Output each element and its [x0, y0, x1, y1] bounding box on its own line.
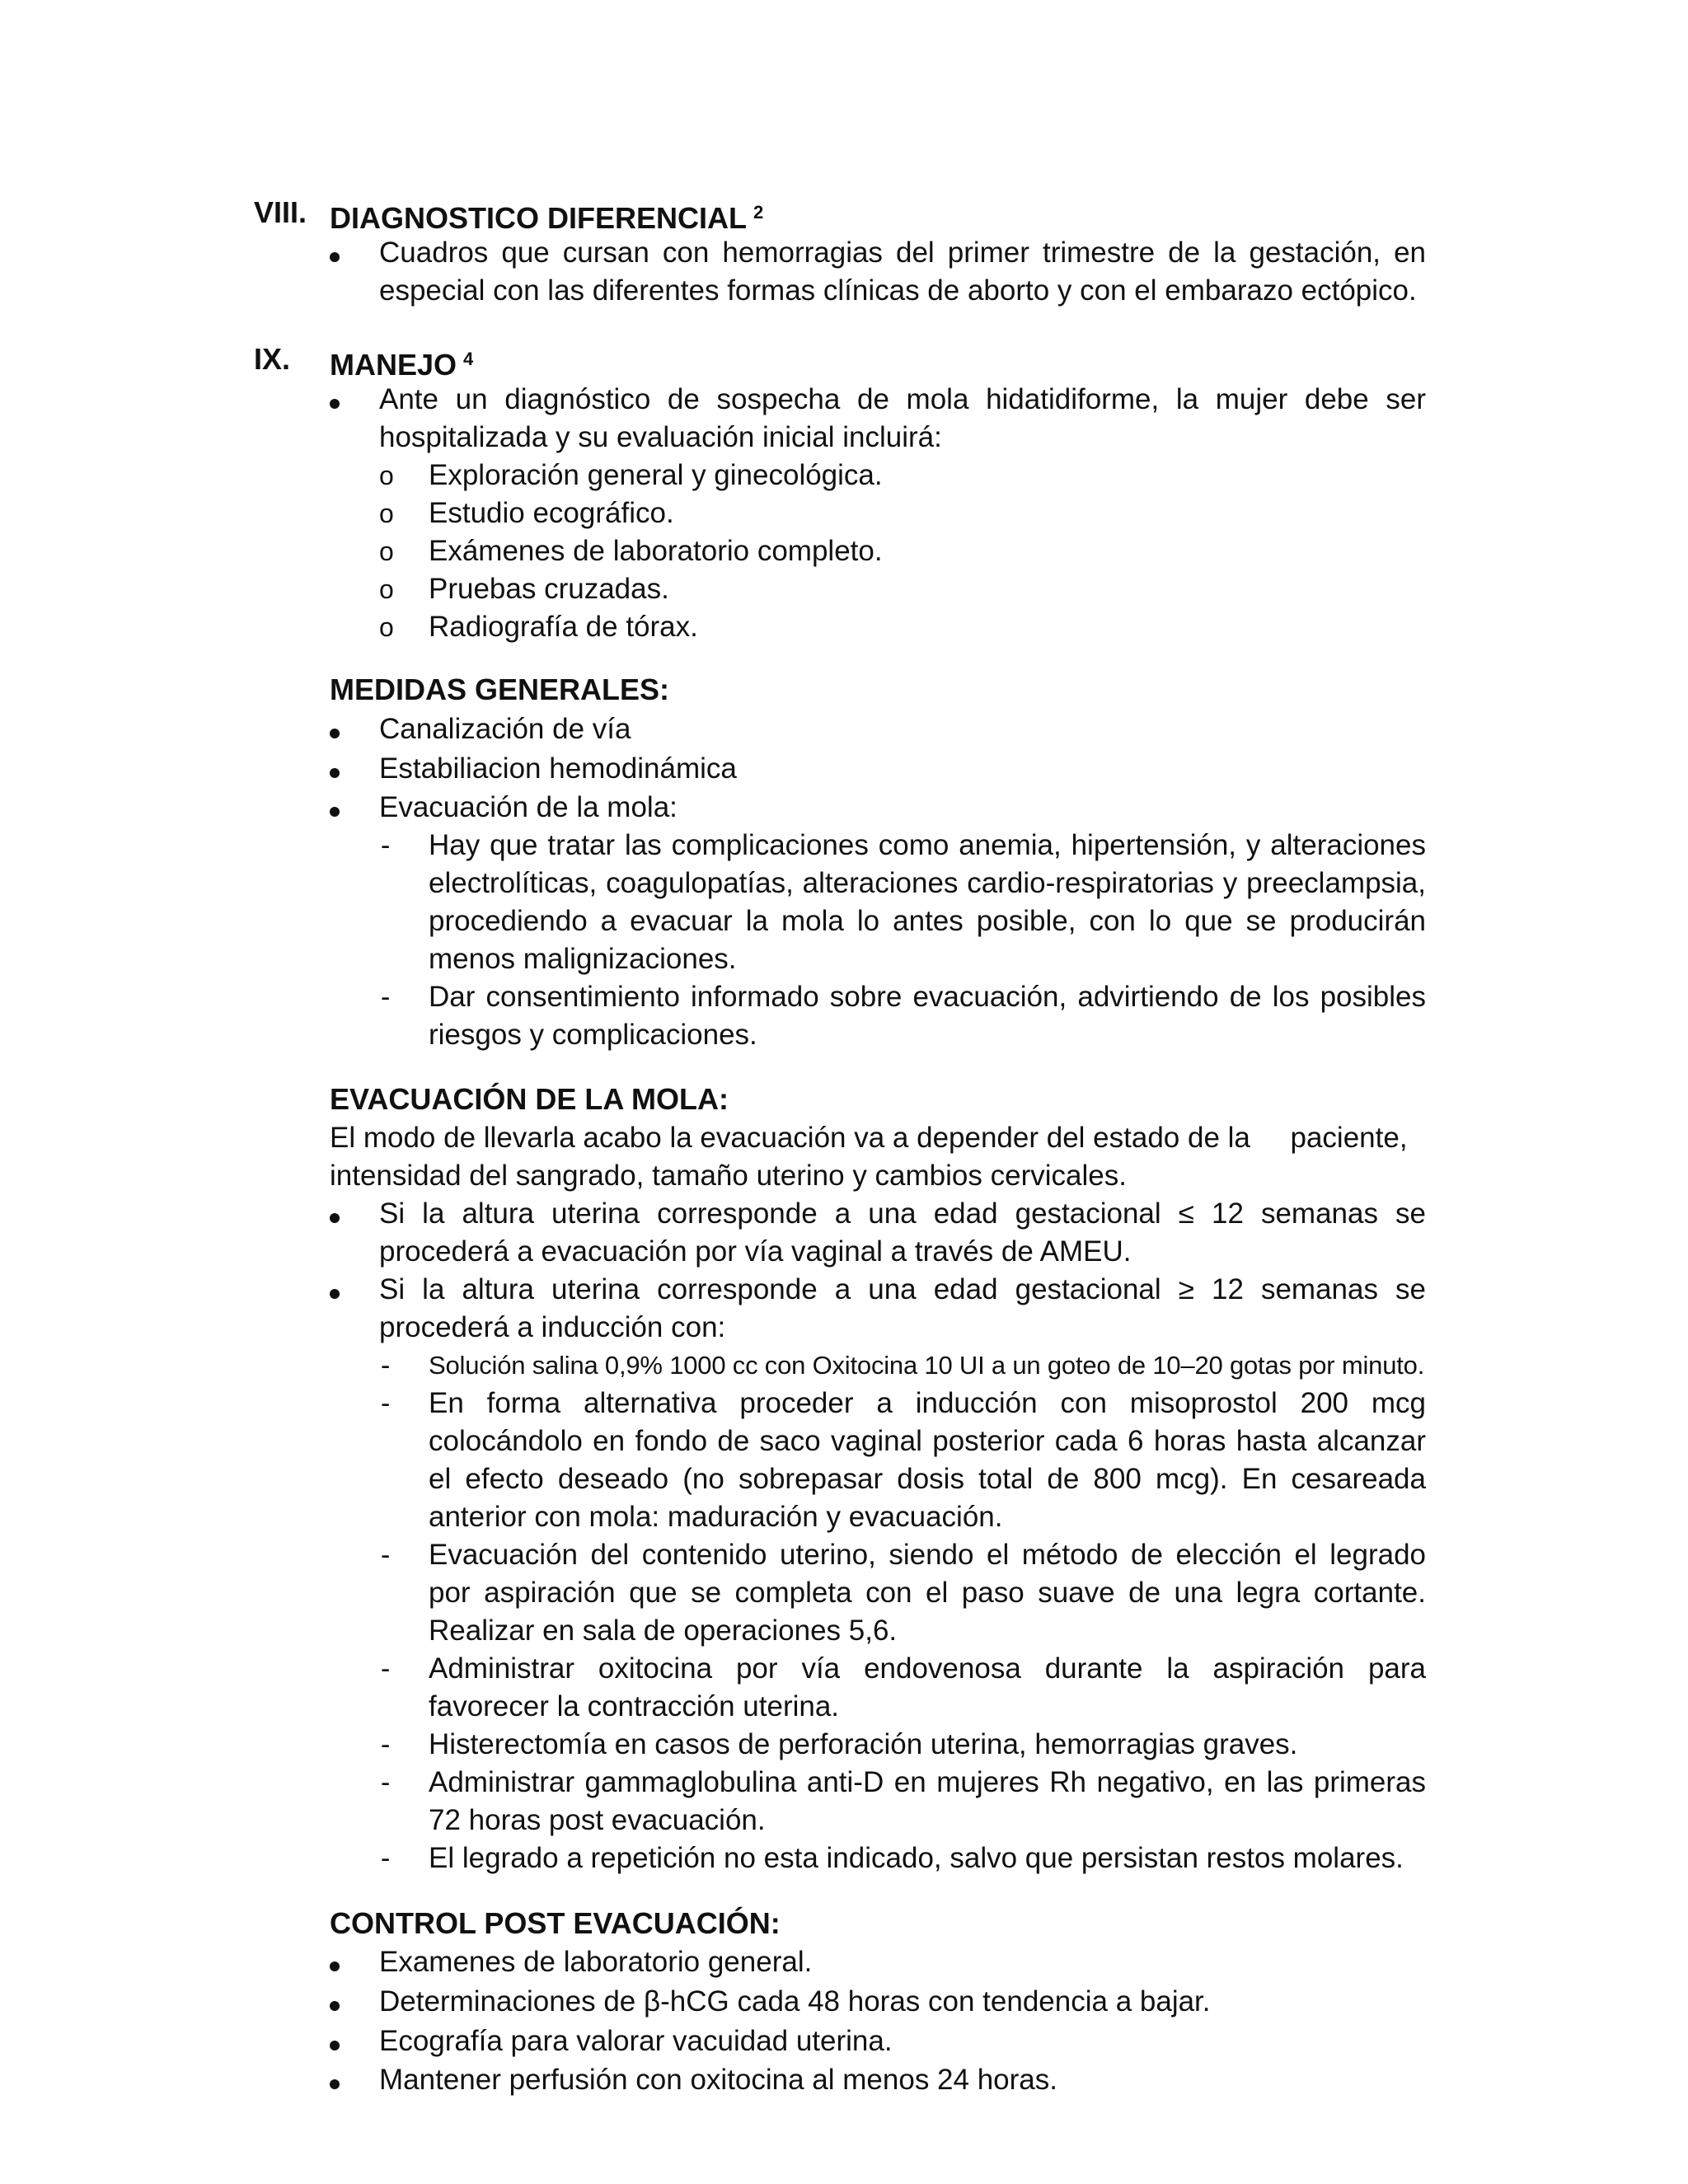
dash-bullet-icon: -: [381, 1540, 391, 1571]
circle-bullet-icon: o: [379, 574, 394, 604]
evacuacion-subitem: El legrado a repetición no esta indicado, salvo que persistan restos molares.: [429, 1842, 1404, 1874]
bullet-icon: [330, 1271, 340, 1309]
bullet-icon: [330, 1195, 340, 1233]
list-item: [330, 1943, 1426, 1981]
bullet-icon: [330, 750, 340, 788]
evacuacion-subitem: Evacuación del contenido uterino, siendo el método de elección el legrado por aspiración que se completa con el paso suave de una legra cortante. Realizar en sala de operaciones 5,6.: [429, 1539, 1426, 1647]
evacuacion-subitem: En forma alternativa proceder a inducción con misoprostol 200 mcg colocándolo en fondo de saco vaginal posterior cada 6 horas hasta alcanzar el efecto deseado (no sobrepasar dosis total de 800 mcg). En cesareada anterior con mola: maduración y evacuación.: [429, 1387, 1426, 1533]
list-item: [379, 570, 1426, 608]
bullet-icon: [330, 789, 340, 827]
list-item: [379, 1385, 1426, 1536]
control-item: Determinaciones de β-hCG cada 48 horas con tendencia a bajar.: [379, 1985, 1211, 2018]
list-item: [330, 789, 1426, 827]
section-ix-ref: 4: [463, 349, 474, 369]
evaluacion-item: Exámenes de laboratorio completo.: [429, 535, 883, 567]
list-item: [330, 234, 1426, 310]
bullet-icon: [330, 2022, 340, 2060]
list-item: [330, 381, 1426, 457]
list-item: [330, 2061, 1426, 2099]
dash-bullet-icon: -: [381, 1767, 391, 1798]
list-item: [379, 1726, 1426, 1764]
medidas-item: Estabiliacion hemodinámica: [379, 752, 737, 785]
circle-bullet-icon: o: [379, 499, 394, 528]
section-viii-heading: [0, 194, 1688, 235]
control-heading: CONTROL POST EVACUACIÓN:: [330, 1906, 781, 1940]
list-item: [379, 457, 1426, 494]
list-item: [379, 494, 1426, 532]
circle-bullet-icon: o: [379, 461, 394, 490]
section-ix-number: IX.: [254, 342, 291, 376]
list-item: [330, 750, 1426, 788]
list-item: [379, 1347, 1426, 1385]
evacuacion-bullet: Si la altura uterina corresponde a una edad gestacional ≤ 12 semanas se procederá a evacuación por vía vaginal a través de AMEU.: [379, 1197, 1426, 1268]
circle-bullet-icon: o: [379, 537, 394, 566]
evacuacion-subitem: Solución salina 0,9% 1000 cc con Oxitocina 10 UI a un goteo de 10–20 gotas por minuto.: [429, 1351, 1425, 1380]
dash-bullet-icon: -: [381, 830, 391, 861]
dash-bullet-icon: -: [381, 1729, 391, 1760]
evacuacion-subitem: Histerectomía en casos de perforación uterina, hemorragias graves.: [429, 1728, 1298, 1760]
list-item: [379, 1650, 1426, 1726]
list-item: [379, 1764, 1426, 1840]
evacuacion-intro: [330, 1119, 1426, 1195]
list-item: [379, 1840, 1426, 1877]
evaluacion-item: Estudio ecográfico.: [429, 497, 674, 529]
dash-bullet-icon: -: [381, 1653, 391, 1685]
section-viii-title: [330, 194, 763, 237]
list-item: [379, 608, 1426, 646]
list-item: [379, 1536, 1426, 1650]
evacuacion-intro-line: El modo de llevarla acabo la evacuación va a depender del estado de la paciente,: [330, 1122, 1408, 1154]
control-item: Mantener perfusión con oxitocina al menos 24 horas.: [379, 2064, 1057, 2096]
list-item: [330, 1195, 1426, 1271]
section-viii-ref: 2: [753, 202, 764, 223]
bullet-icon: [330, 1983, 340, 2021]
list-item: [330, 710, 1426, 748]
control-item: Examenes de laboratorio general.: [379, 1946, 813, 1978]
manejo-intro: Ante un diagnóstico de sospecha de mola hidatidiforme, la mujer debe ser hospitalizada y su evaluación inicial incluirá:: [379, 383, 1426, 453]
evacuacion-subitem: Administrar gammaglobulina anti-D en mujeres Rh negativo, en las primeras 72 horas post evacuación.: [429, 1766, 1426, 1836]
evaluacion-item: Pruebas cruzadas.: [429, 573, 669, 605]
medidas-item: Canalización de vía: [379, 713, 631, 745]
dash-bullet-icon: -: [381, 1350, 391, 1381]
evacuacion-heading: EVACUACIÓN DE LA MOLA:: [330, 1082, 729, 1116]
medidas-subitem: Hay que tratar las complicaciones como anemia, hipertensión, y alteraciones electrolíticas, coagulopatías, alteraciones cardio-respiratorias y preeclampsia, procediendo a evacuar la mola lo antes posible, con lo que se producirán menos malignizaciones.: [429, 829, 1426, 975]
evaluacion-item: Radiografía de tórax.: [429, 611, 698, 643]
section-ix-title-text: MANEJO: [330, 348, 457, 382]
section-viii-title-text: DIAGNOSTICO DIFERENCIAL: [330, 201, 748, 235]
evacuacion-subitem: Administrar oxitocina por vía endovenosa durante la aspiración para favorecer la contracción uterina.: [429, 1652, 1426, 1722]
evaluacion-item: Exploración general y ginecológica.: [429, 459, 883, 491]
dash-bullet-icon: -: [381, 1388, 391, 1419]
diferencial-text: Cuadros que cursan con hemorragias del primer trimestre de la gestación, en especial con las diferentes formas clínicas de aborto y con el embarazo ectópico.: [379, 237, 1426, 307]
evacuacion-intro-line: intensidad del sangrado, tamaño uterino y cambios cervicales.: [330, 1160, 1127, 1192]
list-item: [330, 1983, 1426, 2021]
bullet-icon: [330, 2061, 340, 2099]
bullet-icon: [330, 710, 340, 748]
medidas-generales-heading: MEDIDAS GENERALES:: [330, 673, 670, 706]
list-item: [379, 827, 1426, 978]
bullet-icon: [330, 381, 340, 419]
section-ix-title: [330, 341, 473, 383]
section-viii-number: VIII.: [254, 195, 307, 229]
bullet-icon: [330, 234, 340, 272]
list-item: [330, 2022, 1426, 2060]
section-ix-heading: [0, 341, 1688, 382]
evacuacion-bullet: Si la altura uterina corresponde a una edad gestacional ≥ 12 semanas se procederá a inducción con:: [379, 1273, 1426, 1343]
control-item: Ecografía para valorar vacuidad uterina.: [379, 2025, 893, 2057]
list-item: [330, 1271, 1426, 1347]
dash-bullet-icon: -: [381, 1843, 391, 1874]
list-item: [379, 978, 1426, 1054]
list-item: [379, 532, 1426, 570]
dash-bullet-icon: -: [381, 982, 391, 1013]
circle-bullet-icon: o: [379, 612, 394, 642]
medidas-subitem: Dar consentimiento informado sobre evacuación, advirtiendo de los posibles riesgos y complicaciones.: [429, 981, 1426, 1051]
medidas-item: Evacuación de la mola:: [379, 791, 678, 823]
bullet-icon: [330, 1943, 340, 1981]
